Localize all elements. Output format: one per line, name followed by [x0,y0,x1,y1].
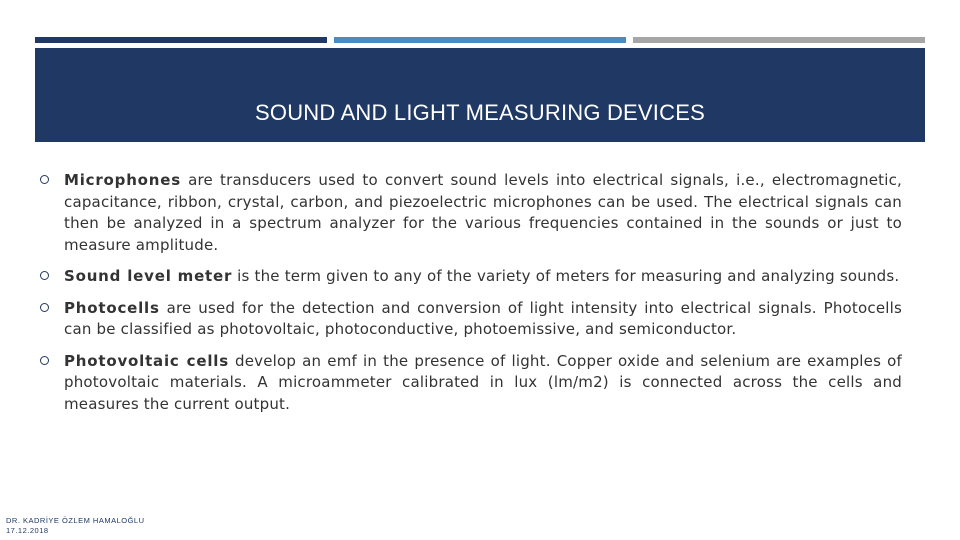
circle-bullet-icon [40,175,49,184]
circle-bullet-icon [40,303,49,312]
bullet-item [40,298,902,341]
footer [6,516,145,536]
bullet-body: are transducers used to convert sound levels into electrical signals, i.e., electromagnetic, capacitance, ribbon, crystal, carbon, and piezoelectric microphones can be used. The electrical signals can then be analyzed in a spectrum analyzer for the various frequencies contained in the sounds or just to measure amplitude. [64,171,902,254]
bullet-text [64,351,902,416]
bullet-term: Photocells [64,298,160,317]
bullet-list [40,170,902,425]
title-band [35,48,925,142]
bullet-body: is the term given to any of the variety of meters for measuring and analyzing sounds. [232,267,900,285]
top-accent-bar-dark [35,37,327,43]
circle-bullet-icon [40,356,49,365]
bullet-text [64,170,902,256]
bullet-text [64,298,902,341]
bullet-term: Photovoltaic cells [64,351,229,370]
bullet-text [64,266,902,288]
top-accent-bar-gray [633,37,925,43]
bullet-term: Sound level meter [64,267,233,285]
bullet-body: are used for the detection and conversion of light intensity into electrical signals. Photocells can be classified as photovoltaic, photoconductive, photoemissive, and semiconductor. [64,298,902,338]
bullet-item [40,266,902,288]
circle-bullet-icon [40,271,49,280]
slide-title: SOUND AND LIGHT MEASURING DEVICES [255,100,705,125]
bullet-item [40,170,902,256]
top-accent-bar-blue [334,37,626,43]
bullet-item [40,351,902,416]
bullet-body: develop an emf in the presence of light. Copper oxide and selenium are examples of photovoltaic materials. A microammeter calibrated in lux (lm/m2) is connected across the cells and measures the current output. [64,351,903,413]
footer-author: DR. KADRİYE ÖZLEM HAMALOĞLU [6,516,145,525]
footer-date: 17.12.2018 [6,526,49,535]
bullet-term: Microphones [64,171,181,189]
